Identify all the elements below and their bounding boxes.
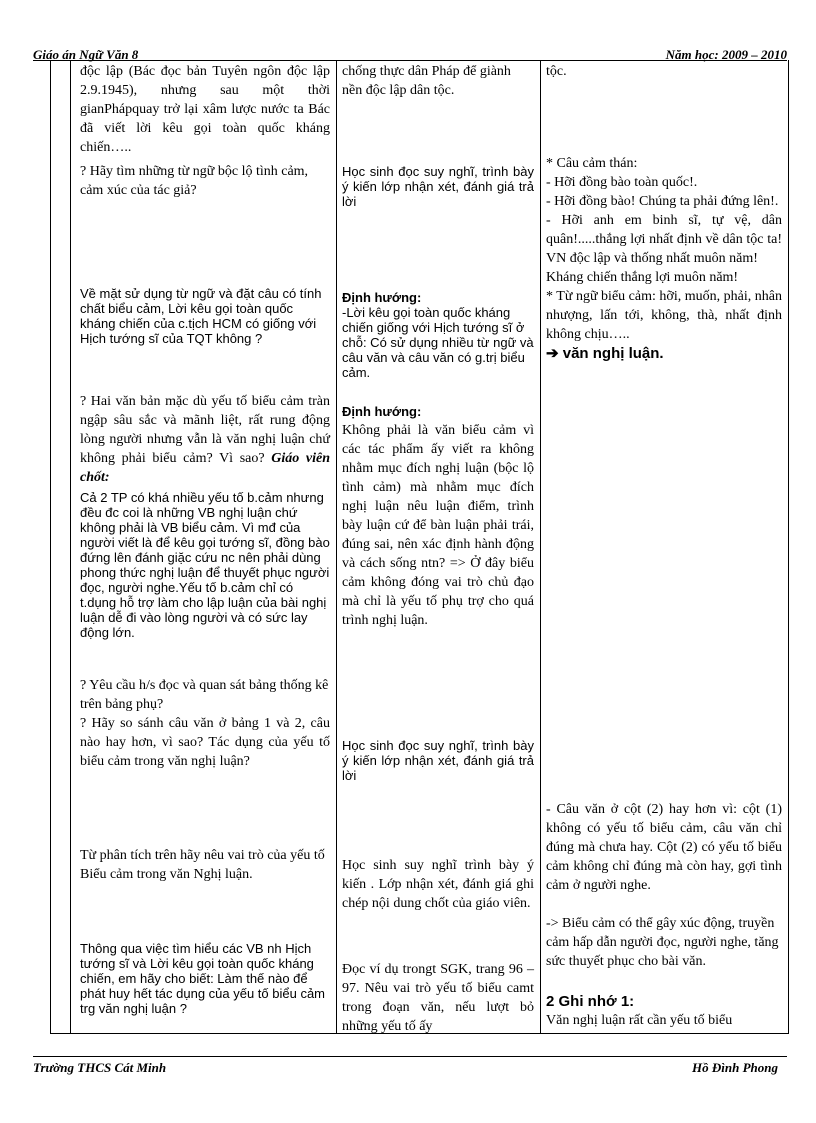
question — [80, 846, 330, 884]
answer-text: -> Biểu cảm có thể gây xúc động, truyền cảm hấp dẫn người đọc, người nghe, tăng sức thuyết phục cho bài văn. — [546, 916, 779, 969]
header-subject: Giáo án Ngữ Văn 8 — [33, 47, 139, 62]
list-item: * Câu cảm thán: — [546, 156, 638, 171]
guidance-label: Định hướng: — [342, 290, 422, 305]
guidance — [342, 402, 534, 630]
exclamation-list — [546, 154, 782, 363]
guidance-text: -Lời kêu gọi toàn quốc kháng chiến giống với Hịch tướng sĩ ở chỗ: Có sử dụng nhiều từ ngữ và câu văn và câu văn có g.trị biểu cảm. — [342, 305, 534, 380]
student-response — [342, 960, 534, 1036]
answer-text: - Câu văn ở cột (2) hay hơn vì: cột (1) không có yếu tố biểu cảm, câu văn chỉ đúng mà chưa hay. Cột (2) có yếu tố biểu cảm không chỉ đúng mà còn hay, gợi tình cảm ở người nghe. — [546, 802, 782, 893]
arrow-right-icon: ➔ — [546, 345, 559, 362]
conclusion-line — [546, 344, 782, 363]
header-school-year: Năm học: 2009 – 2010 — [665, 47, 787, 62]
table-divider-1 — [70, 60, 71, 1034]
footer-author: Hồ Đình Phong — [692, 1060, 778, 1075]
response-text: Học sinh suy nghĩ trình bày ý kiến . Lớp nhận xét, đánh giá ghi chép nội dung chốt của giáo viên. — [342, 858, 534, 911]
list-item: - Hỡi đồng bào! Chúng ta phải đứng lên!. — [546, 194, 779, 209]
question — [80, 676, 330, 714]
question — [80, 162, 330, 200]
student-response — [342, 738, 534, 783]
response-text: Đọc ví dụ trongt SGK, trang 96 – 97. Nêu vai trò yếu tố biểu camt trong đoạn văn, nếu lượt bỏ những yếu tố ấy — [342, 962, 534, 1034]
list-item: - Hỡi đồng bào toàn quốc!. — [546, 175, 698, 190]
footer-school: Trường THCS Cát Minh — [33, 1060, 167, 1075]
conclusion-text: văn nghị luận. — [562, 345, 664, 362]
question — [80, 714, 330, 771]
teacher-conclusion — [80, 490, 330, 640]
role-answer — [546, 914, 782, 971]
list-item: - Hỡi anh em binh sĩ, tự vệ, dân quân!.....thắng lợi nhất định về dân tộc ta! VN độc lập và thống nhất muôn năm! — [546, 213, 782, 266]
question-text: ? Hãy tìm những từ ngữ bộc lộ tình cảm, cảm xúc của tác giả? — [80, 164, 309, 198]
guidance-text: Không phải là văn biểu cảm vì các tác phẩm ấy viết ra không nhằm mục đích nghị luận (bộc lộ tình cảm) mà nhằm mục đích nghị luận nêu luận điểm, trình bày luận cứ để bàn luận phải trái, đúng sai, nên xác định hành động và cách sống ntn? => Ở đây biểu cảm không đóng vai trò chủ đạo mà chỉ là yếu tố phụ trợ cho quá trình nghị luận. — [342, 423, 534, 628]
header-rule — [33, 60, 787, 61]
question — [80, 941, 330, 1016]
guidance-label: Định hướng: — [342, 404, 422, 419]
comparison-answer — [546, 800, 782, 895]
footer-rule — [33, 1056, 787, 1057]
response-text: Học sinh đọc suy nghĩ, trình bày ý kiến lớp nhận xét, đánh giá trả lời — [342, 164, 534, 209]
question-text: Từ phân tích trên hãy nêu vai trò của yếu tố Biểu cảm trong văn Nghị luận. — [80, 848, 325, 882]
student-response — [342, 856, 534, 913]
table-border-left — [50, 60, 51, 1034]
question-text — [80, 392, 330, 487]
text-block — [80, 62, 330, 157]
question — [80, 286, 330, 346]
question-body: ? Hai văn bản mặc dù yếu tố biểu cảm tràn ngập sâu sắc và mãnh liệt, rất rung động lòng người nhưng vẫn là văn nghị luận chứ không phải biểu cảm? Vì sao? — [80, 394, 330, 466]
table-border-right — [788, 60, 789, 1034]
student-response — [342, 164, 534, 209]
teacher-conclusion-label: Giáo viên chốt: — [80, 451, 330, 485]
question — [80, 392, 330, 487]
list-item: * Từ ngữ biểu cảm: hỡi, muốn, phải, nhân nhượng, lấn tới, không, thà, nhất định không chịu….. — [546, 289, 782, 342]
paragraph: chống thực dân Pháp để giành nền độc lập dân tộc. — [342, 64, 511, 98]
list-item: Kháng chiến thắng lợi muôn năm! — [546, 270, 739, 285]
question-text: Về mặt sử dụng từ ngữ và đặt câu có tính chất biểu cảm, Lời kêu gọi toàn quốc kháng chiến của c.tịch HCM có giống với Hịch tướng sĩ của TQT không ? — [80, 286, 322, 346]
question-text: Thông qua việc tìm hiểu các VB nh Hịch tướng sĩ và Lời kêu gọi toàn quốc kháng chiến, em hãy cho biết: Làm thế nào để phát huy hết tác dụng của yếu tố biểu cảm trg văn nghị luận ? — [80, 941, 326, 1016]
guidance — [342, 290, 534, 380]
note-text: Văn nghị luận rất cần yếu tố biểu — [546, 1013, 733, 1028]
section-title: 2 Ghi nhớ 1: — [546, 993, 635, 1010]
text-block — [546, 62, 782, 81]
conclusion-text: Cả 2 TP có khá nhiều yếu tố b.cảm nhưng đều đc coi là những VB nghị luận chứ không phải là VB biểu cảm. Vì mđ của người viết là để kêu gọi tướng sĩ, đồng bào đứng lên đánh giặc cứu nc nên phải dùng phong thức nghị luận để thuyết phục người đọc, người nghe.Yếu tố b.cảm chỉ có t.dụng hỗ trợ làm cho lập luận của bài nghị luận dễ đi vào lòng người và có sức lay động lớn. — [80, 490, 330, 640]
question-text: ? Yêu cầu h/s đọc và quan sát bảng thống kê trên bảng phụ? — [80, 678, 329, 712]
table-divider-2 — [336, 60, 337, 1034]
paragraph: tộc. — [546, 64, 567, 79]
paragraph: độc lập (Bác đọc bản Tuyên ngôn độc lập 2.9.1945), nhưng sau một thời gianPhápquay trở lại xâm lược nước ta Bác đã viết lời kêu gọi toàn quốc kháng chiến….. — [80, 64, 330, 155]
table-divider-3 — [540, 60, 541, 1034]
response-text: Học sinh đọc suy nghĩ, trình bày ý kiến lớp nhận xét, đánh giá trả lời — [342, 738, 534, 783]
text-block — [342, 62, 534, 100]
memory-note — [546, 992, 782, 1030]
question-text: ? Hãy so sánh câu văn ở bảng 1 và 2, câu nào hay hơn, vì sao? Tác dụng của yếu tố biểu cảm trong văn nghị luận? — [80, 716, 330, 769]
